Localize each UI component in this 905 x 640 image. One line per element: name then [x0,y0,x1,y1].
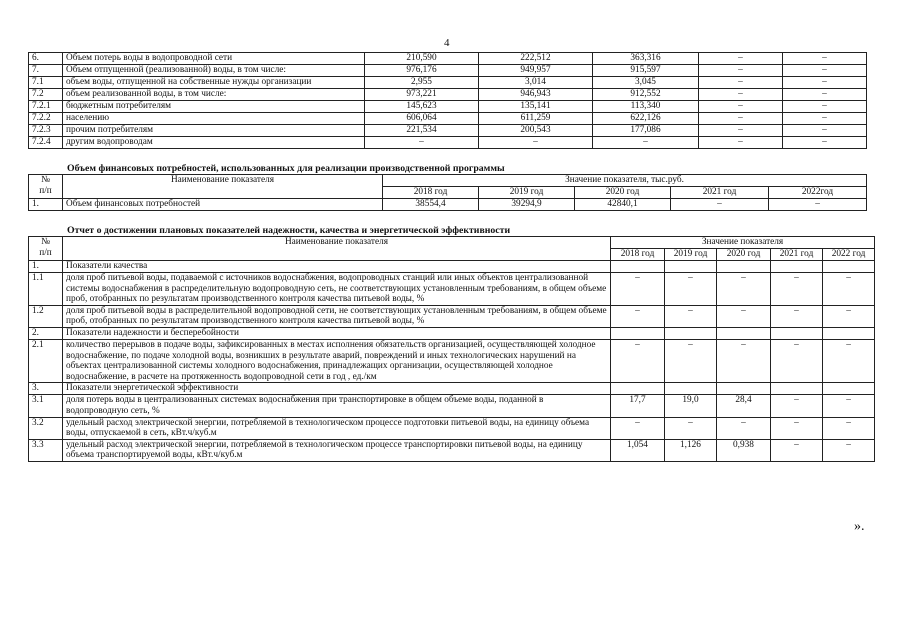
row-value: – [769,199,867,211]
row-number: 3.1 [29,395,63,417]
row-name: количество перерывов в подаче воды, зафиксированных в местах исполнения обязательств организацией, осуществляющей холодное водоснабжение, по подаче холодной воды, возникших в результате аварий, повреждений и иных технологических нарушений на объектах централизованной системы холодного водоснабжения, принадлежащих организации, осуществляющей холодное водоснабжение, в расчете на протяженность водопроводной сети в год , ед./км [63,339,611,382]
row-value: – [783,65,867,77]
row-value: – [823,439,875,461]
row-name: доля проб питьевой воды, подаваемой с источников водоснабжения, водопроводных станций или иных объектов централизованной системы водоснабжения в распределительную водопроводную сеть, не соответствующих установленным требованиям, в общем объеме проб, отобранных по результатам производственного контроля качества питьевой воды, % [63,273,611,306]
row-name: удельный расход электрической энергии, потребляемой в технологическом процессе транспортировки питьевой воды, на единицу объема транспортируемой воды, кВт.ч/куб.м [63,439,611,461]
row-value: 177,086 [593,125,699,137]
row-value: – [823,305,875,327]
table-header-row [29,237,875,249]
row-value: – [823,417,875,439]
table-row [29,439,875,461]
row-number: 7.2.1 [29,101,63,113]
row-value: – [593,137,699,149]
row-value [611,327,665,339]
row-number: 2.1 [29,339,63,382]
row-number: 1. [29,199,63,211]
row-name: доля потерь воды в централизованных системах водоснабжения при транспортировке в общем объеме воды, поданной в водопроводную сеть, % [63,395,611,417]
closing-mark: ». [854,519,865,534]
row-value: 973,221 [365,89,479,101]
table-row [29,305,875,327]
row-value: – [611,417,665,439]
row-value: 1,126 [665,439,717,461]
year-header: 2022год [769,187,867,199]
col-num-sublabel: п/п [39,186,52,196]
row-name: другим водопроводам [63,137,365,149]
table-row [29,199,867,211]
table-row [29,89,867,101]
year-header: 2020 год [575,187,671,199]
row-value: – [665,339,717,382]
row-value: – [611,273,665,306]
row-value: – [699,65,783,77]
row-value: 39294,9 [479,199,575,211]
row-value [665,383,717,395]
row-value: – [699,113,783,125]
row-value: 949,957 [479,65,593,77]
row-value: – [699,77,783,89]
row-name: Показатели качества [63,261,611,273]
row-value: – [717,305,771,327]
col-num-label: № [41,175,50,185]
table-row [29,395,875,417]
row-number: 6. [29,53,63,65]
row-number: 1. [29,261,63,273]
reliability-quality-table [28,236,875,462]
row-value: 1,054 [611,439,665,461]
row-number: 7.2.4 [29,137,63,149]
row-value: 3,014 [479,77,593,89]
row-number: 7.1 [29,77,63,89]
year-header: 2019 год [665,249,717,261]
row-value: – [699,89,783,101]
row-value: 135,141 [479,101,593,113]
row-value: – [699,137,783,149]
row-value: 912,552 [593,89,699,101]
year-header: 2018 год [383,187,479,199]
row-value: – [783,101,867,113]
row-name: удельный расход электрической энергии, потребляемой в технологическом процессе подготовки питьевой воды, на единицу объема воды, отпускаемой в сеть, кВт.ч/куб.м [63,417,611,439]
row-value: 606,064 [365,113,479,125]
row-value: – [699,125,783,137]
row-value: – [783,89,867,101]
row-value: – [823,273,875,306]
table-row [29,417,875,439]
row-value: 2,955 [365,77,479,89]
table-header-row [29,175,867,187]
row-value [717,383,771,395]
row-value [611,261,665,273]
col-num-label: № [41,237,50,247]
table-row [29,137,867,149]
row-value: – [771,395,823,417]
row-value: – [783,113,867,125]
row-name: Показатели энергетической эффективности [63,383,611,395]
row-number: 7.2.3 [29,125,63,137]
row-value [823,261,875,273]
table-row [29,101,867,113]
section2-heading: Объем финансовых потребностей, использованных для реализации производственной программы [67,163,505,174]
table-row [29,261,875,273]
row-value [717,261,771,273]
row-value: – [771,273,823,306]
row-name: бюджетным потребителям [63,101,365,113]
row-value: 200,543 [479,125,593,137]
row-value: – [665,417,717,439]
year-header: 2022 год [823,249,875,261]
row-value: – [665,273,717,306]
row-value: – [783,53,867,65]
row-name: Показатели надежности и бесперебойности [63,327,611,339]
row-value [823,383,875,395]
col-value-header: Значение показателя [611,237,875,249]
row-number: 7.2 [29,89,63,101]
row-value: – [771,439,823,461]
row-value: 145,623 [365,101,479,113]
row-value: 17,7 [611,395,665,417]
row-number: 2. [29,327,63,339]
col-name-header: Наименование показателя [63,175,383,199]
row-number: 7. [29,65,63,77]
table-row [29,125,867,137]
row-value: – [783,77,867,89]
col-name-header: Наименование показателя [63,237,611,261]
year-header: 2019 год [479,187,575,199]
row-name: Объем отпущенной (реализованной) воды, в том числе: [63,65,365,77]
row-value [823,327,875,339]
row-name: прочим потребителям [63,125,365,137]
row-number: 3.3 [29,439,63,461]
table-row [29,383,875,395]
water-volume-table [28,52,867,149]
row-value: – [771,305,823,327]
row-number: 3. [29,383,63,395]
page-number: 4 [444,37,450,49]
table-row [29,77,867,89]
row-value: 38554,4 [383,199,479,211]
row-value: 19,0 [665,395,717,417]
row-value: 946,943 [479,89,593,101]
row-value: 3,045 [593,77,699,89]
row-number: 3.2 [29,417,63,439]
row-value: – [783,137,867,149]
row-value: 210,590 [365,53,479,65]
row-value: 221,534 [365,125,479,137]
row-value [771,327,823,339]
row-value: 222,512 [479,53,593,65]
row-value: – [771,339,823,382]
row-value: – [665,305,717,327]
col-num-header [29,237,63,261]
row-value [717,327,771,339]
table-row [29,113,867,125]
col-value-header: Значение показателя, тыс.руб. [383,175,867,187]
row-value [771,383,823,395]
col-num-header [29,175,63,199]
row-value: – [717,339,771,382]
row-value: 611,259 [479,113,593,125]
row-value [665,261,717,273]
row-name: населению [63,113,365,125]
col-num-sublabel: п/п [39,248,52,258]
row-value: – [479,137,593,149]
row-value [771,261,823,273]
row-value: – [611,305,665,327]
row-value: – [717,273,771,306]
year-header: 2021 год [771,249,823,261]
row-name: доля проб питьевой воды в распределительной водопроводной сети, не соответствующих установленным требованиям, в общем объеме проб, отобранных по результатам производственного контроля качества питьевой воды, % [63,305,611,327]
row-value: – [823,339,875,382]
row-number: 1.1 [29,273,63,306]
table-row [29,339,875,382]
year-header: 2021 год [671,187,769,199]
table-row [29,53,867,65]
year-header: 2018 год [611,249,665,261]
row-number: 7.2.2 [29,113,63,125]
row-value: 42840,1 [575,199,671,211]
row-value: – [771,417,823,439]
row-value: 363,316 [593,53,699,65]
financial-needs-table [28,174,867,211]
row-name: объем воды, отпущенной на собственные нужды организации [63,77,365,89]
row-value: 28,4 [717,395,771,417]
row-value: 113,340 [593,101,699,113]
row-value: – [365,137,479,149]
section3-heading: Отчет о достижении плановых показателей надежности, качества и энергетической эффективности [67,225,511,236]
row-value: 622,126 [593,113,699,125]
row-value [611,383,665,395]
table-row [29,65,867,77]
row-name: Объем финансовых потребностей [63,199,383,211]
row-number: 1.2 [29,305,63,327]
row-name: объем реализованной воды, в том числе: [63,89,365,101]
row-value: – [717,417,771,439]
row-value: – [699,53,783,65]
row-value: – [699,101,783,113]
row-value: – [671,199,769,211]
year-header: 2020 год [717,249,771,261]
row-value: – [823,395,875,417]
table-row [29,327,875,339]
row-value: 915,597 [593,65,699,77]
row-value: 976,176 [365,65,479,77]
row-value [665,327,717,339]
table-row [29,273,875,306]
row-name: Объем потерь воды в водопроводной сети [63,53,365,65]
row-value: 0,938 [717,439,771,461]
row-value: – [783,125,867,137]
row-value: – [611,339,665,382]
